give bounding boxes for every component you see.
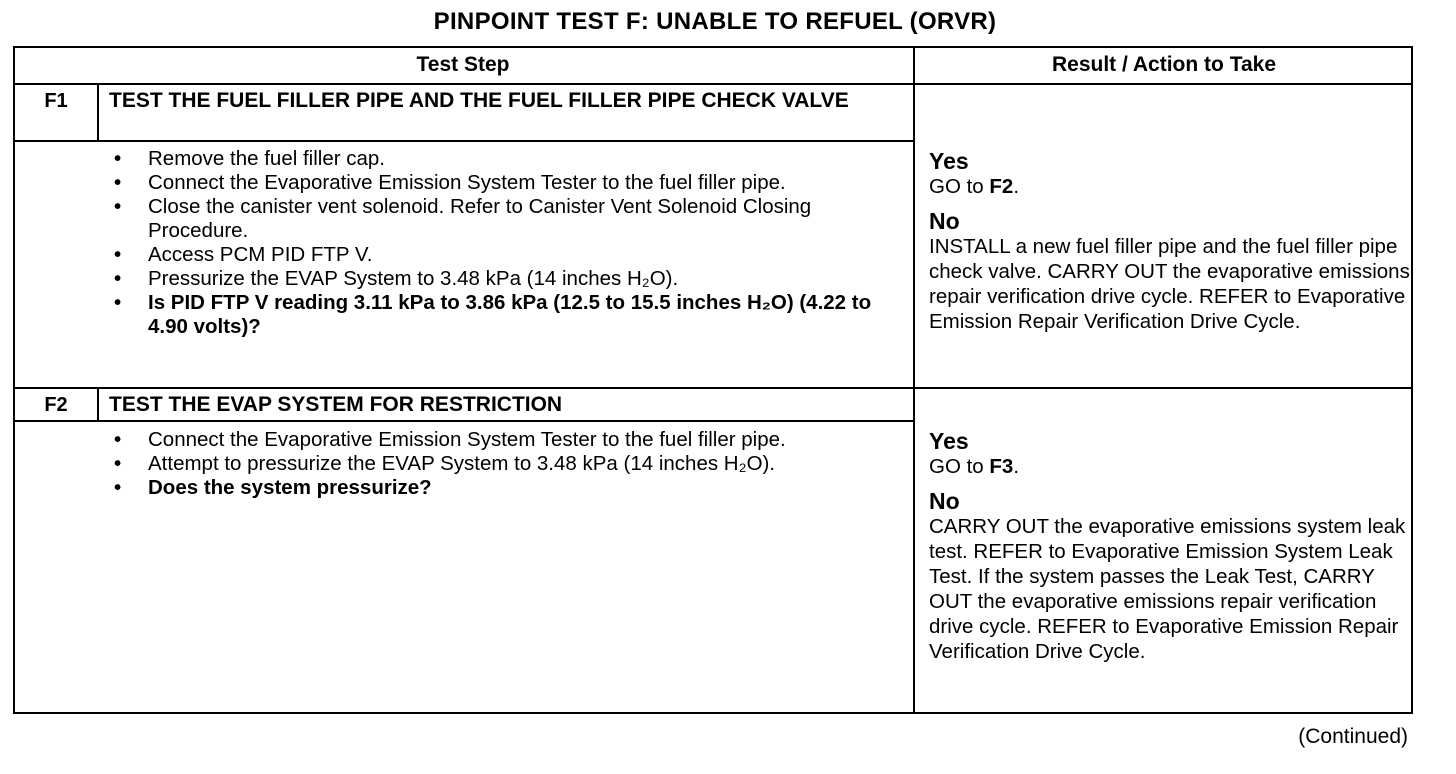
step-title-f2: TEST THE EVAP SYSTEM FOR RESTRICTION [109, 393, 563, 416]
list-item: • Access PCM PID FTP V. [108, 243, 888, 267]
step-f2-instructions [108, 428, 888, 500]
result-f2-no-label: No [929, 488, 960, 514]
step-title-f1: TEST THE FUEL FILLER PIPE AND THE FUEL FILLER PIPE CHECK VALVE [109, 89, 849, 112]
f1-title-divider [13, 140, 915, 142]
result-f2-yes-label: Yes [929, 428, 969, 454]
yes-target: F3 [989, 455, 1014, 478]
yes-prefix: GO to [929, 175, 984, 198]
list-item: • Connect the Evaporative Emission System Tester to the fuel filler pipe. [108, 428, 888, 452]
step-f2-question: • Does the system pressurize? [108, 476, 888, 500]
f2-title-divider [13, 420, 915, 422]
yes-prefix: GO to [929, 455, 984, 478]
step-id-f1: F1 [44, 90, 68, 112]
yes-target: F2 [989, 175, 1014, 198]
result-f2 [929, 428, 1411, 664]
header-divider [13, 83, 1413, 85]
step-f1-instructions [108, 147, 888, 339]
result-f1-no-label: No [929, 208, 960, 234]
spacer [929, 479, 1411, 488]
yes-suffix: . [1013, 175, 1020, 198]
spacer [929, 199, 1411, 208]
list-item: • Attempt to pressurize the EVAP System to 3.48 kPa (14 inches H₂O). [108, 452, 888, 476]
header-test-step: Test Step [416, 53, 510, 76]
f1-f2-divider [13, 387, 1413, 389]
page-title: PINPOINT TEST F: UNABLE TO REFUEL (ORVR) [433, 8, 997, 35]
result-f1 [929, 148, 1411, 334]
result-f1-no-action: INSTALL a new fuel filler pipe and the fuel filler pipe check valve. CARRY OUT the evaporative emissions repair verification drive cycle. REFER to Evaporative Emission Repair Verification Drive Cycle. [929, 235, 1410, 333]
header-result-action: Result / Action to Take [1051, 53, 1277, 76]
list-item: • Remove the fuel filler cap. [108, 147, 888, 171]
step-f1-question: • Is PID FTP V reading 3.11 kPa to 3.86 kPa (12.5 to 15.5 inches H₂O) (4.22 to 4.90 volts)? [108, 291, 888, 339]
result-f2-yes-action [929, 454, 1411, 479]
result-f2-no-action: CARRY OUT the evaporative emissions system leak test. REFER to Evaporative Emission System Leak Test. If the system passes the Leak Test, CARRY OUT the evaporative emissions repair verification drive cycle. REFER to Evaporative Emission Repair Verification Drive Cycle. [929, 515, 1406, 663]
list-item: • Close the canister vent solenoid. Refer to Canister Vent Solenoid Closing Procedure. [108, 195, 888, 243]
result-f1-yes-label: Yes [929, 148, 969, 174]
continued-note: (Continued) [1298, 725, 1408, 748]
result-f1-yes-action [929, 174, 1411, 199]
list-item: • Pressurize the EVAP System to 3.48 kPa (14 inches H₂O). [108, 267, 888, 291]
column-divider [913, 46, 915, 714]
list-item: • Connect the Evaporative Emission System Tester to the fuel filler pipe. [108, 171, 888, 195]
yes-suffix: . [1013, 455, 1020, 478]
step-id-f2: F2 [44, 394, 68, 416]
